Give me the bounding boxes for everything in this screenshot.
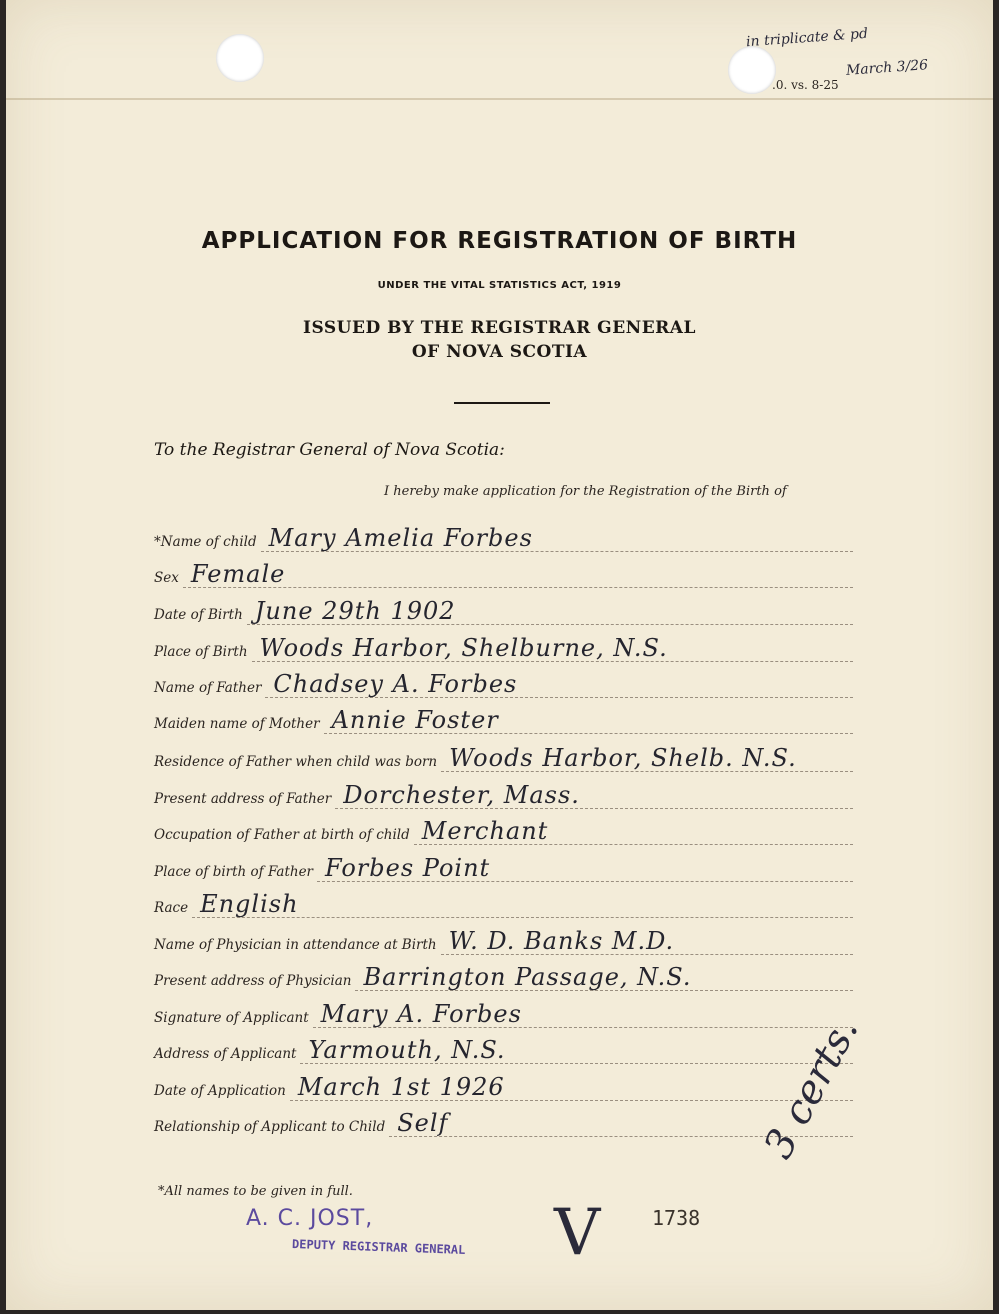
field-line xyxy=(265,669,853,698)
field-label: Name of Father xyxy=(154,680,262,696)
certs-note: 3 certs. xyxy=(755,1009,868,1166)
margin-note-line2: March 3/26 xyxy=(845,57,929,79)
field-row-date-of-application xyxy=(154,1073,853,1101)
field-value: Forbes Point xyxy=(325,854,491,882)
field-label: Race xyxy=(154,900,189,916)
field-value: March 1st 1926 xyxy=(297,1073,505,1101)
form-number: .0. vs. 8-25 xyxy=(772,78,839,92)
field-row-present-address-of-father xyxy=(154,781,853,809)
field-label: Date of Application xyxy=(154,1083,286,1099)
field-row-maiden-name-of-mother xyxy=(154,706,853,734)
field-label: Date of Birth xyxy=(154,607,243,623)
title-divider xyxy=(454,402,550,404)
field-row-address-of-applicant xyxy=(154,1036,853,1064)
field-label: Residence of Father when child was born xyxy=(154,754,438,770)
field-value: Dorchester, Mass. xyxy=(343,781,580,809)
field-row-race xyxy=(154,890,853,918)
field-row-place-of-birth-of-father xyxy=(154,854,853,882)
field-value: Barrington Passage, N.S. xyxy=(363,963,692,991)
form-title: APPLICATION FOR REGISTRATION OF BIRTH xyxy=(201,228,798,254)
field-value: Woods Harbor, Shelburne, N.S. xyxy=(259,634,668,662)
intro-text: I hereby make application for the Registration of the Birth of xyxy=(384,484,787,499)
punch-hole-left xyxy=(216,34,264,82)
margin-note-line1: in triplicate & pd xyxy=(745,25,869,51)
field-line xyxy=(290,1072,853,1101)
field-line xyxy=(324,705,853,734)
field-row-relationship-of-applicant xyxy=(154,1109,853,1137)
field-row-signature-of-applicant xyxy=(154,1000,853,1028)
field-line xyxy=(441,743,853,772)
field-value: Self xyxy=(397,1109,449,1137)
field-label: Relationship of Applicant to Child xyxy=(154,1119,386,1135)
field-label: *Name of child xyxy=(154,534,257,550)
field-line xyxy=(247,596,853,625)
field-row-residence-of-father xyxy=(154,744,853,772)
salutation: To the Registrar General of Nova Scotia: xyxy=(154,440,505,460)
field-label: Signature of Applicant xyxy=(154,1010,309,1026)
registration-number: 1738 xyxy=(652,1206,701,1230)
field-line xyxy=(317,853,853,882)
field-line xyxy=(252,633,853,662)
field-line xyxy=(335,780,853,809)
field-value: Annie Foster xyxy=(331,706,499,734)
field-row-name-of-physician xyxy=(154,927,853,955)
field-row-date-of-birth xyxy=(154,597,853,625)
paper-fold-line xyxy=(6,98,993,100)
field-line xyxy=(192,889,853,918)
field-row-occupation-of-father xyxy=(154,817,853,845)
field-label: Present address of Father xyxy=(154,791,332,807)
field-row-name-of-child xyxy=(154,524,853,552)
footnote: *All names to be given in full. xyxy=(158,1184,353,1199)
field-line xyxy=(300,1035,853,1064)
field-label: Address of Applicant xyxy=(154,1046,297,1062)
punch-hole-right xyxy=(728,46,776,94)
issuer-line-2: OF NOVA SCOTIA xyxy=(411,342,588,362)
field-value: Woods Harbor, Shelb. N.S. xyxy=(449,744,797,772)
field-line xyxy=(355,962,853,991)
field-label: Occupation of Father at birth of child xyxy=(154,827,410,843)
field-value: June 29th 1902 xyxy=(254,597,456,625)
field-value: English xyxy=(200,890,299,918)
field-line xyxy=(313,999,853,1028)
field-row-sex xyxy=(154,560,853,588)
field-value: Merchant xyxy=(421,817,549,845)
field-line xyxy=(441,926,853,955)
field-label: Name of Physician in attendance at Birth xyxy=(154,937,437,953)
field-row-name-of-father xyxy=(154,670,853,698)
field-label: Maiden name of Mother xyxy=(154,716,320,732)
stamp-registrar-name: A. C. JOST, xyxy=(246,1206,374,1231)
field-value: W. D. Banks M.D. xyxy=(448,927,675,955)
field-row-place-of-birth xyxy=(154,634,853,662)
field-value: Mary Amelia Forbes xyxy=(268,524,533,552)
field-line xyxy=(414,816,853,845)
field-value: Mary A. Forbes xyxy=(320,1000,522,1028)
field-row-present-address-of-physician xyxy=(154,963,853,991)
field-line xyxy=(261,523,853,552)
field-label: Place of Birth xyxy=(154,644,248,660)
birth-application-form xyxy=(6,0,993,1310)
field-line xyxy=(183,559,853,588)
field-label: Place of birth of Father xyxy=(154,864,314,880)
issuer-line-1: ISSUED BY THE REGISTRAR GENERAL xyxy=(303,318,696,338)
field-value: Female xyxy=(190,560,286,588)
stamp-registrar-title: DEPUTY REGISTRAR GENERAL xyxy=(291,1236,466,1258)
form-subtitle: UNDER THE VITAL STATISTICS ACT, 1919 xyxy=(377,280,622,291)
field-value: Yarmouth, N.S. xyxy=(308,1036,506,1064)
field-value: Chadsey A. Forbes xyxy=(273,670,518,698)
field-label: Present address of Physician xyxy=(154,973,352,989)
check-mark: V xyxy=(554,1196,601,1270)
field-label: Sex xyxy=(154,570,179,586)
